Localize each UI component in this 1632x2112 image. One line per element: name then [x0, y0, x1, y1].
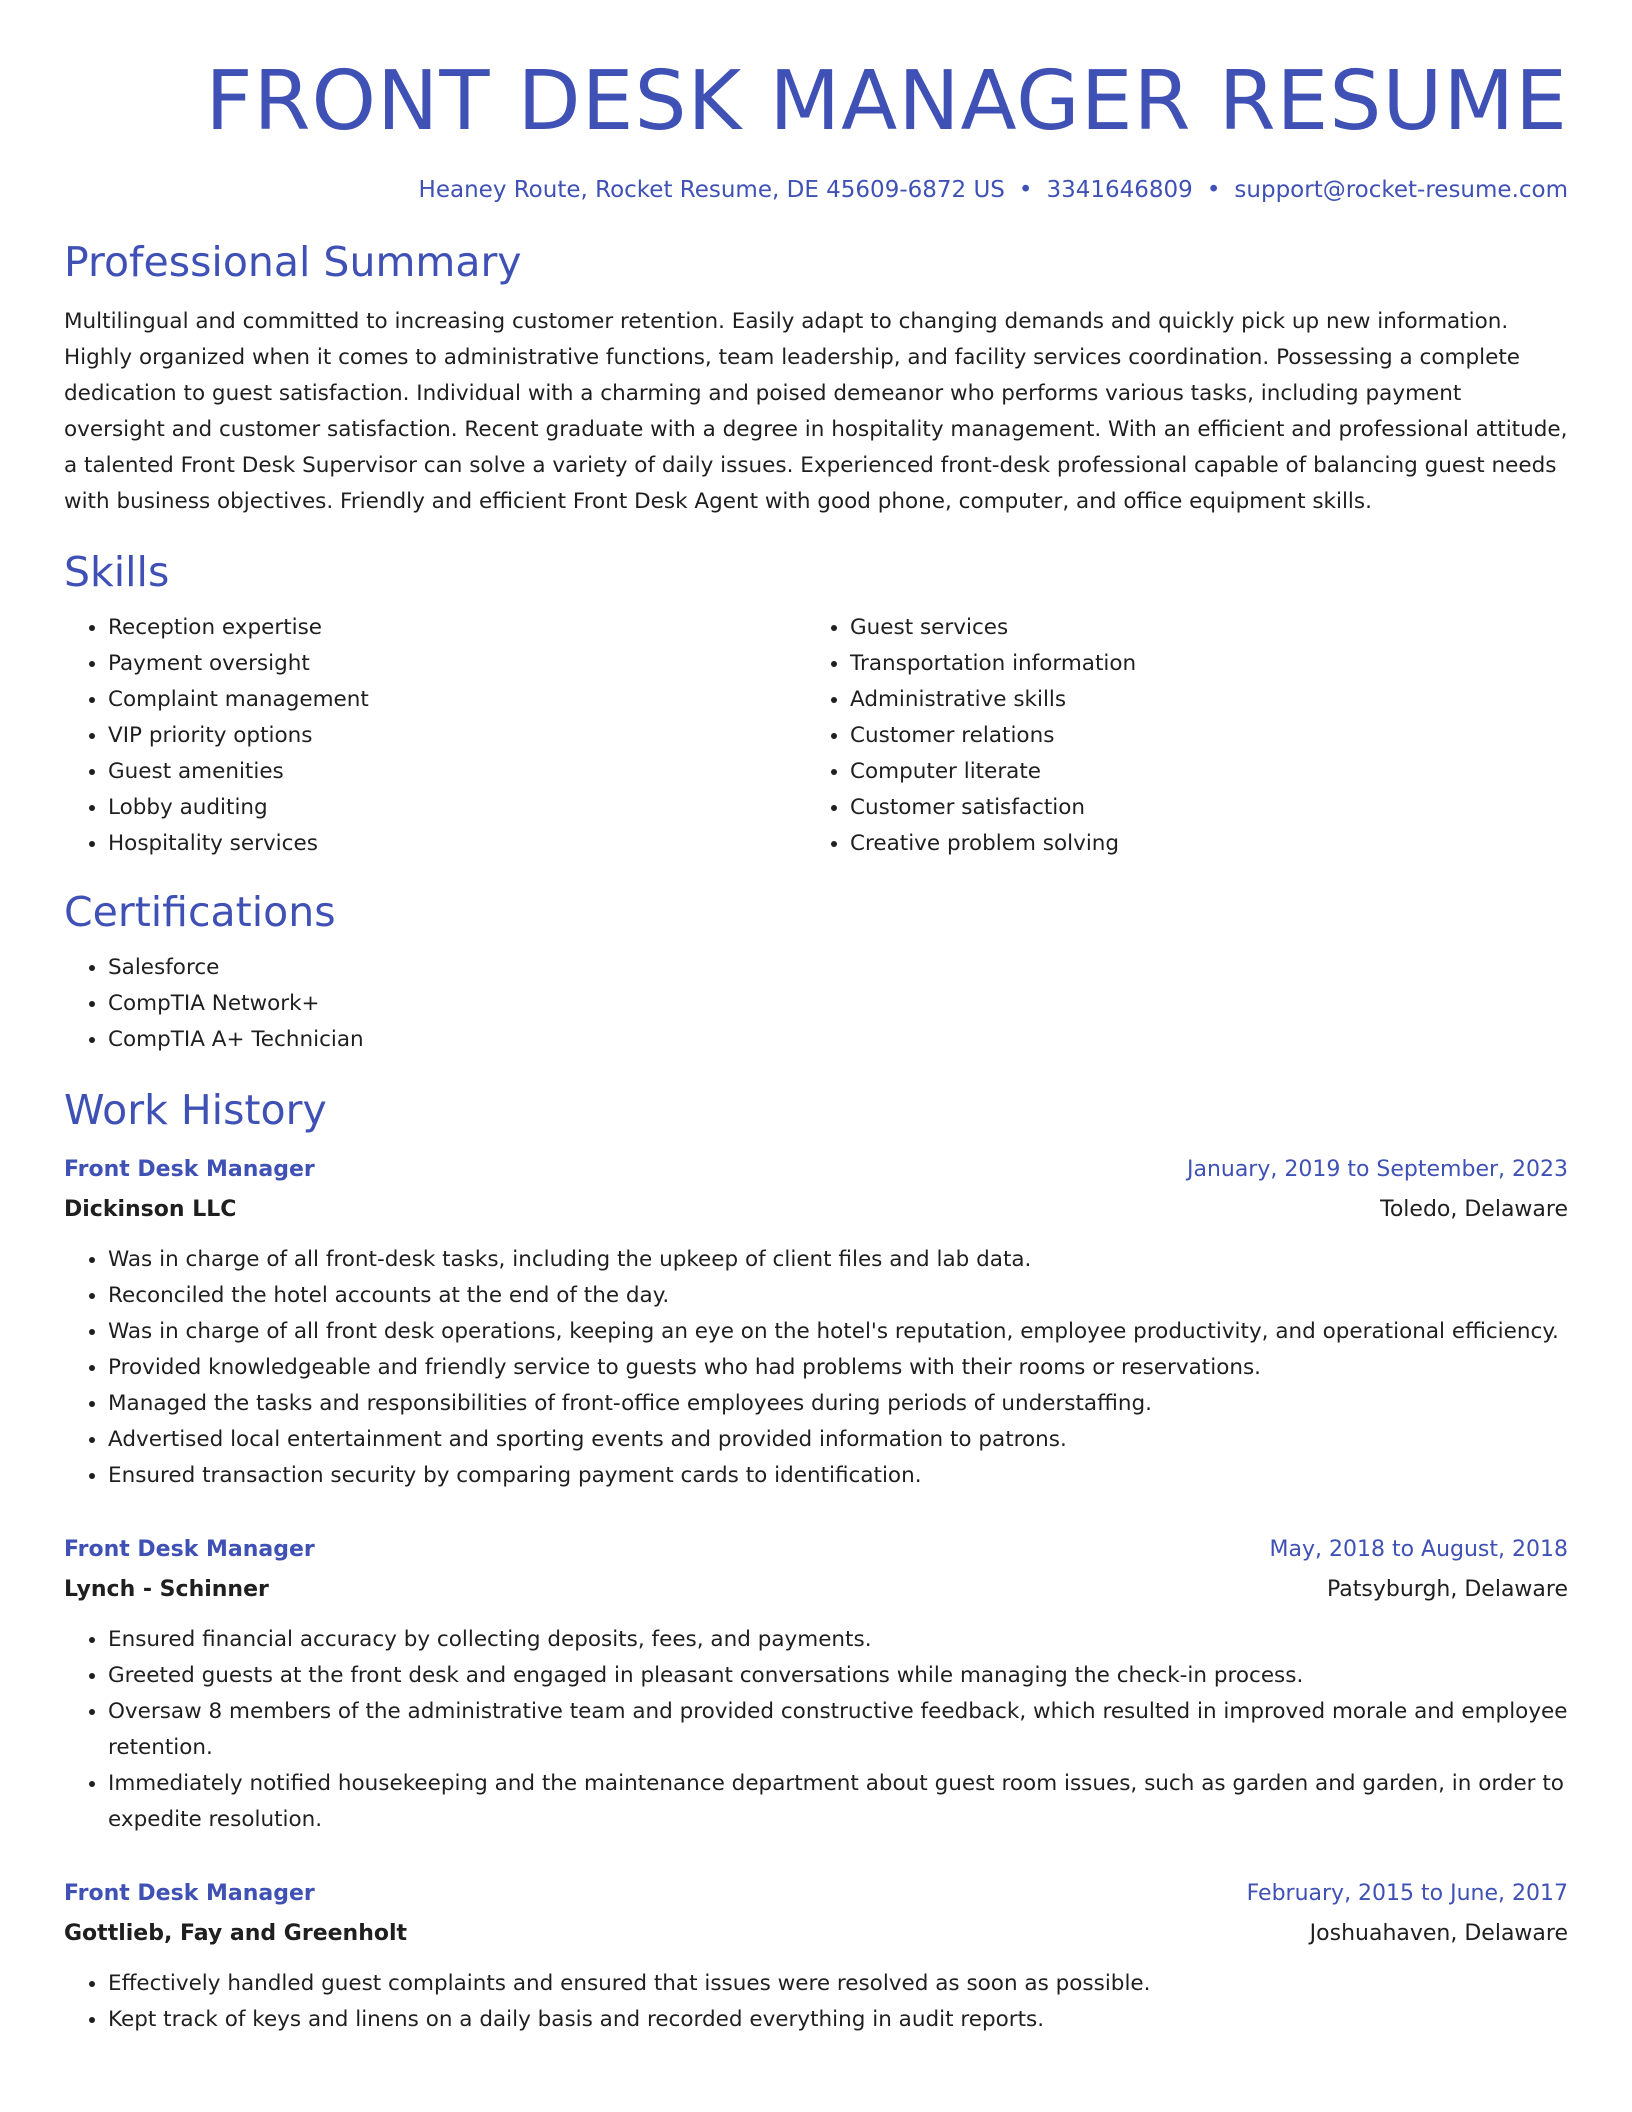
skill-item: • Creative problem solving: [850, 826, 1548, 862]
skill-item: • Transportation information: [850, 646, 1548, 682]
skill-item: • Complaint management: [108, 682, 806, 718]
job-bullet: • Greeted guests at the front desk and engaged in pleasant conversations while managing the check-in process.: [108, 1658, 1568, 1694]
certification-item: • CompTIA Network+: [108, 986, 1568, 1022]
skill-item: • Guest amenities: [108, 754, 806, 790]
skills-list-left: [64, 610, 806, 862]
job-title: Front Desk Manager: [64, 1157, 315, 1182]
resume-title: FRONT DESK MANAGER RESUME: [205, 54, 1568, 149]
contact-phone: 3341646809: [1046, 177, 1193, 203]
skill-item: • Lobby auditing: [108, 790, 806, 826]
contact-address: Heaney Route, Rocket Resume, DE 45609-6872 US: [418, 177, 1005, 203]
summary-heading: Professional Summary: [64, 238, 522, 286]
skills-list-right: [806, 610, 1548, 862]
job-bullet: • Ensured financial accuracy by collecting deposits, fees, and payments.: [108, 1622, 1568, 1658]
job-entry: [64, 1150, 1568, 1494]
job-bullet: • Oversaw 8 members of the administrative team and provided constructive feedback, which resulted in improved morale and employee retention.: [108, 1694, 1568, 1766]
skill-item: • Reception expertise: [108, 610, 806, 646]
job-bullet: • Was in charge of all front-desk tasks, including the upkeep of client files and lab data.: [108, 1242, 1568, 1278]
skill-item: • Customer satisfaction: [850, 790, 1548, 826]
skills-heading: Skills: [64, 548, 170, 596]
skill-item: • Hospitality services: [108, 826, 806, 862]
job-entry: [64, 1530, 1568, 1838]
job-entry: [64, 1874, 1568, 2038]
job-company-row: [64, 1914, 1568, 1954]
job-title: Front Desk Manager: [64, 1537, 315, 1562]
job-bullet: • Kept track of keys and linens on a daily basis and recorded everything in audit reports.: [108, 2002, 1568, 2038]
job-company: Lynch - Schinner: [64, 1577, 269, 1602]
job-company-row: [64, 1190, 1568, 1230]
contact-separator: •: [1206, 177, 1221, 203]
skill-item: • Customer relations: [850, 718, 1548, 754]
job-location: Patsyburgh, Delaware: [1327, 1577, 1568, 1602]
job-location: Joshuahaven, Delaware: [1309, 1921, 1568, 1946]
job-dates: May, 2018 to August, 2018: [1269, 1537, 1568, 1562]
job-company: Dickinson LLC: [64, 1197, 237, 1222]
job-bullet: • Ensured transaction security by comparing payment cards to identification.: [108, 1458, 1568, 1494]
contact-separator: •: [1018, 177, 1033, 203]
certification-item: • CompTIA A+ Technician: [108, 1022, 1568, 1058]
job-bullets: [64, 1242, 1568, 1494]
skill-item: • VIP priority options: [108, 718, 806, 754]
skill-item: • Administrative skills: [850, 682, 1548, 718]
job-company: Gottlieb, Fay and Greenholt: [64, 1921, 408, 1946]
contact-line: [64, 174, 1568, 206]
job-dates: February, 2015 to June, 2017: [1246, 1881, 1568, 1906]
skill-item: • Guest services: [850, 610, 1548, 646]
certifications-list: [64, 950, 1568, 1058]
skill-item: • Payment oversight: [108, 646, 806, 682]
skill-item: • Computer literate: [850, 754, 1548, 790]
resume-page: [64, 0, 1568, 2038]
job-title-row: [64, 1150, 1568, 1190]
job-dates: January, 2019 to September, 2023: [1186, 1157, 1568, 1182]
job-bullet: • Reconciled the hotel accounts at the end of the day.: [108, 1278, 1568, 1314]
job-title-row: [64, 1530, 1568, 1570]
skills-columns: [64, 610, 1568, 862]
job-location: Toledo, Delaware: [1380, 1197, 1568, 1222]
job-bullets: [64, 1622, 1568, 1838]
job-title-row: [64, 1874, 1568, 1914]
job-company-row: [64, 1570, 1568, 1610]
contact-email[interactable]: support@rocket-resume.com: [1234, 177, 1568, 203]
certifications-heading: Certifications: [64, 888, 336, 936]
job-bullet: • Provided knowledgeable and friendly service to guests who had problems with their rooms or reservations.: [108, 1350, 1568, 1386]
job-bullets: [64, 1966, 1568, 2038]
job-bullet: • Was in charge of all front desk operations, keeping an eye on the hotel's reputation, employee productivity, and operational efficiency.: [108, 1314, 1568, 1350]
job-bullet: • Effectively handled guest complaints and ensured that issues were resolved as soon as possible.: [108, 1966, 1568, 2002]
job-title: Front Desk Manager: [64, 1881, 315, 1906]
job-bullet: • Immediately notified housekeeping and the maintenance department about guest room issues, such as garden and garden, in order to expedite resolution.: [108, 1766, 1568, 1838]
summary-text: Multilingual and committed to increasing customer retention. Easily adapt to changing demands and quickly pick up new information. Highly organized when it comes to administrative functions, team leadership, and facility services coordination. Possessing a complete dedication to guest satisfaction. Individual with a charming and poised demeanor who performs various tasks, including payment oversight and customer satisfaction. Recent graduate with a degree in hospitality management. With an efficient and professional attitude, a talented Front Desk Supervisor can solve a variety of daily issues. Experienced front-desk professional capable of balancing guest needs with business objectives. Friendly and efficient Front Desk Agent with good phone, computer, and office equipment skills.: [64, 309, 1568, 514]
certification-item: • Salesforce: [108, 950, 1568, 986]
work-history-heading: Work History: [64, 1086, 327, 1134]
job-bullet: • Advertised local entertainment and sporting events and provided information to patrons.: [108, 1422, 1568, 1458]
job-bullet: • Managed the tasks and responsibilities of front-office employees during periods of understaffing.: [108, 1386, 1568, 1422]
